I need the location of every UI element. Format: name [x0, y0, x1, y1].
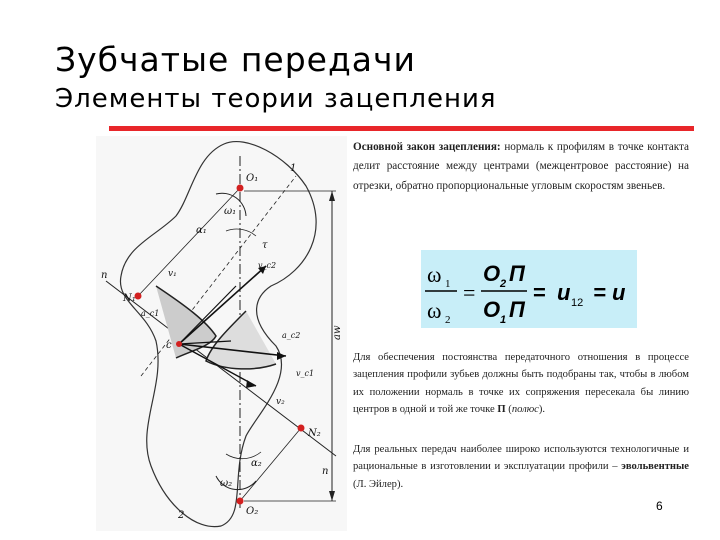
slide-title: Зубчатые передачи — [55, 40, 416, 79]
formula-eq-mid: = — [533, 280, 546, 305]
label-c: c — [166, 340, 172, 351]
label-a-c2: a_c2 — [282, 331, 301, 340]
formula-sub1: 1 — [445, 278, 451, 290]
paragraph-pole-italic: полюс — [511, 404, 539, 416]
paragraph-pole-a: Для обеспечения постоянства передаточного отношения в процессе зацепления профили зубьев должны быть подобраны так, чтобы в любом их положении нормаль в точке их сопряжения пересекала бы линию центров в одной и той же точке — [353, 352, 689, 416]
paragraph-pole-c: ). — [538, 404, 545, 416]
label-vc1: v_c1 — [296, 369, 315, 378]
paragraph-pole-bold: П — [497, 404, 506, 416]
formula-den-sub: 1 — [500, 314, 507, 326]
label-a-c1: a_c1 — [141, 309, 160, 318]
formula-eq2: = u — [593, 280, 626, 305]
gear-meshing-diagram — [96, 136, 347, 531]
formula-den: O — [483, 297, 501, 322]
label-w2: ω₂ — [220, 478, 233, 489]
paragraph-main-law — [353, 138, 689, 196]
label-n-bottom: n — [322, 466, 329, 477]
label-one: 1 — [290, 163, 297, 174]
formula-omega1: ω — [427, 262, 442, 287]
label-vc2: v_c2 — [258, 261, 277, 270]
label-w1: ω₁ — [224, 206, 237, 217]
label-alpha1: α₁ — [196, 225, 207, 236]
page-number: 6 — [656, 499, 663, 513]
label-o1: O₁ — [246, 173, 259, 184]
formula-num: O — [483, 261, 501, 286]
label-alpha2: α₂ — [251, 458, 262, 469]
paragraph-involute-a: Для реальных передач наиболее широко используются технологичные и рациональные в изготовлении и эксплуатации профили – — [353, 444, 689, 473]
paragraph-pole-b: ( — [505, 404, 512, 416]
label-aw: aw — [332, 325, 343, 340]
formula-u: u — [557, 280, 571, 305]
formula-den-tail: П — [509, 297, 525, 322]
label-o2: O₂ — [246, 506, 259, 517]
label-N1: N₁ — [123, 293, 136, 304]
ratio-formula — [421, 250, 637, 328]
formula-omega2: ω — [427, 298, 442, 323]
formula-num-sub: 2 — [500, 278, 507, 290]
formula-u-sub: 12 — [571, 297, 584, 309]
paragraph-involute — [353, 441, 689, 493]
formula-num-tail: П — [509, 261, 525, 286]
label-two: 2 — [178, 510, 185, 521]
paragraph-main-law-lead: Основной закон зацепления: — [353, 141, 501, 153]
formula-sub2: 2 — [445, 314, 451, 326]
label-tau: τ — [262, 240, 268, 251]
label-N2: N₂ — [308, 428, 321, 439]
paragraph-pole — [353, 349, 689, 419]
label-v1: v₁ — [168, 269, 177, 279]
title-underline — [109, 126, 694, 131]
paragraph-involute-b: (Л. Эйлер). — [353, 478, 404, 490]
paragraph-involute-bold: эвольвентные — [621, 461, 689, 473]
paragraph-main-law-text: нормаль к профилям в точке контакта делит расстояние между центрами (межцентровое расстояние) на отрезки, обратно пропорциональные угловым скоростям звеньев. — [353, 141, 689, 192]
slide-subtitle: Элементы теории зацепления — [55, 84, 497, 114]
label-n-top: n — [101, 270, 108, 281]
label-v2: v₂ — [276, 397, 285, 407]
formula-eq1: = — [463, 280, 476, 305]
